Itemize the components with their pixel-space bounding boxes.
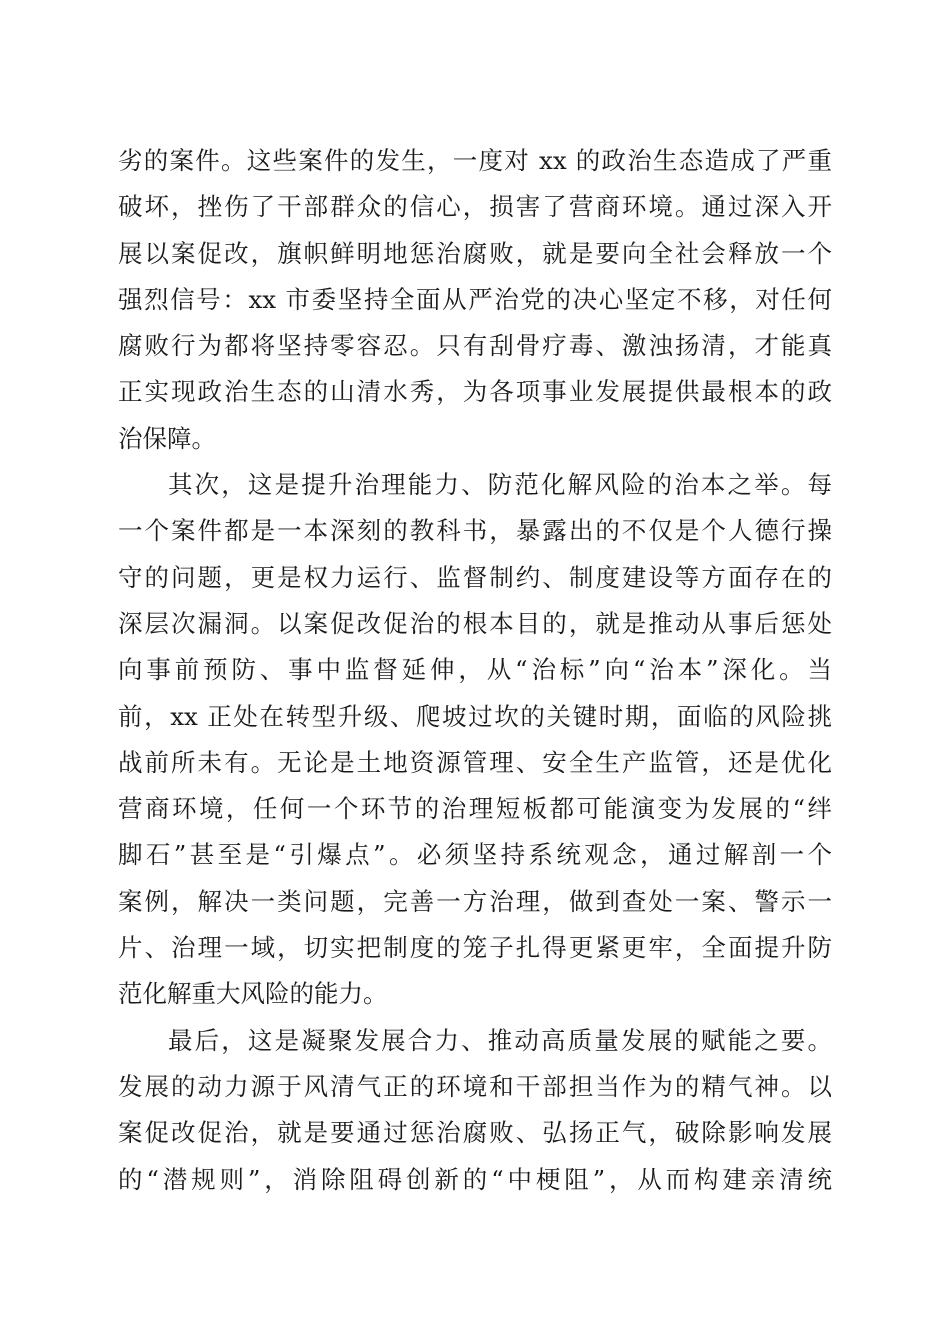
text-line: 破坏，挫伤了干部群众的信心，损害了营商环境。通过深入开	[118, 192, 832, 222]
text-line: 战前所未有。无论是土地资源管理、安全生产监管，还是优化	[118, 747, 832, 777]
body-text	[118, 138, 832, 1203]
text-line: 治保障。	[118, 423, 216, 453]
text-line: 正实现政治生态的山清水秀，为各项事业发展提供最根本的政	[118, 377, 832, 407]
text-line: 的“潜规则”，消除阻碍创新的“中梗阻”，从而构建亲清统	[118, 1164, 832, 1194]
text-line: 片、治理一域，切实把制度的笼子扎得更紧更牢，全面提升防	[118, 933, 832, 963]
text-line: 一个案件都是一本深刻的教科书，暴露出的不仅是个人德行操	[118, 516, 832, 546]
text-line: 范化解重大风险的能力。	[118, 979, 388, 1009]
text-line: 前，xx 正处在转型升级、爬坡过坎的关键时期，面临的风险挑	[118, 701, 832, 731]
text-line: 发展的动力源于风清气正的环境和干部担当作为的精气神。以	[118, 1071, 832, 1101]
text-line: 展以案促改，旗帜鲜明地惩治腐败，就是要向全社会释放一个	[118, 238, 832, 268]
text-line: 向事前预防、事中监督延伸，从“治标”向“治本”深化。当	[118, 655, 832, 685]
text-line: 腐败行为都将坚持零容忍。只有刮骨疗毒、激浊扬清，才能真	[118, 331, 832, 361]
text-line: 脚石”甚至是“引爆点”。必须坚持系统观念，通过解剖一个	[118, 840, 832, 870]
paragraph-second-point	[118, 462, 832, 1018]
text-line-first: 最后，这是凝聚发展合力、推动高质量发展的赋能之要。	[168, 1025, 832, 1055]
text-line: 劣的案件。这些案件的发生，一度对 xx 的政治生态造成了严重	[118, 146, 832, 175]
text-line: 案例，解决一类问题，完善一方治理，做到查处一案、警示一	[118, 886, 832, 916]
text-line: 守的问题，更是权力运行、监督制约、制度建设等方面存在的	[118, 562, 832, 592]
text-line: 强烈信号：xx 市委坚持全面从严治党的决心坚定不移，对任何	[118, 284, 832, 314]
text-line: 案促改促治，就是要通过惩治腐败、弘扬正气，破除影响发展	[118, 1118, 832, 1148]
text-line-first: 其次，这是提升治理能力、防范化解风险的治本之举。每	[168, 470, 832, 500]
text-line: 深层次漏洞。以案促改促治的根本目的，就是推动从事后惩处	[118, 608, 832, 638]
paragraph-continuation	[118, 138, 832, 462]
text-line: 营商环境，任何一个环节的治理短板都可能演变为发展的“绊	[118, 794, 832, 824]
paragraph-final-point	[118, 1018, 832, 1203]
